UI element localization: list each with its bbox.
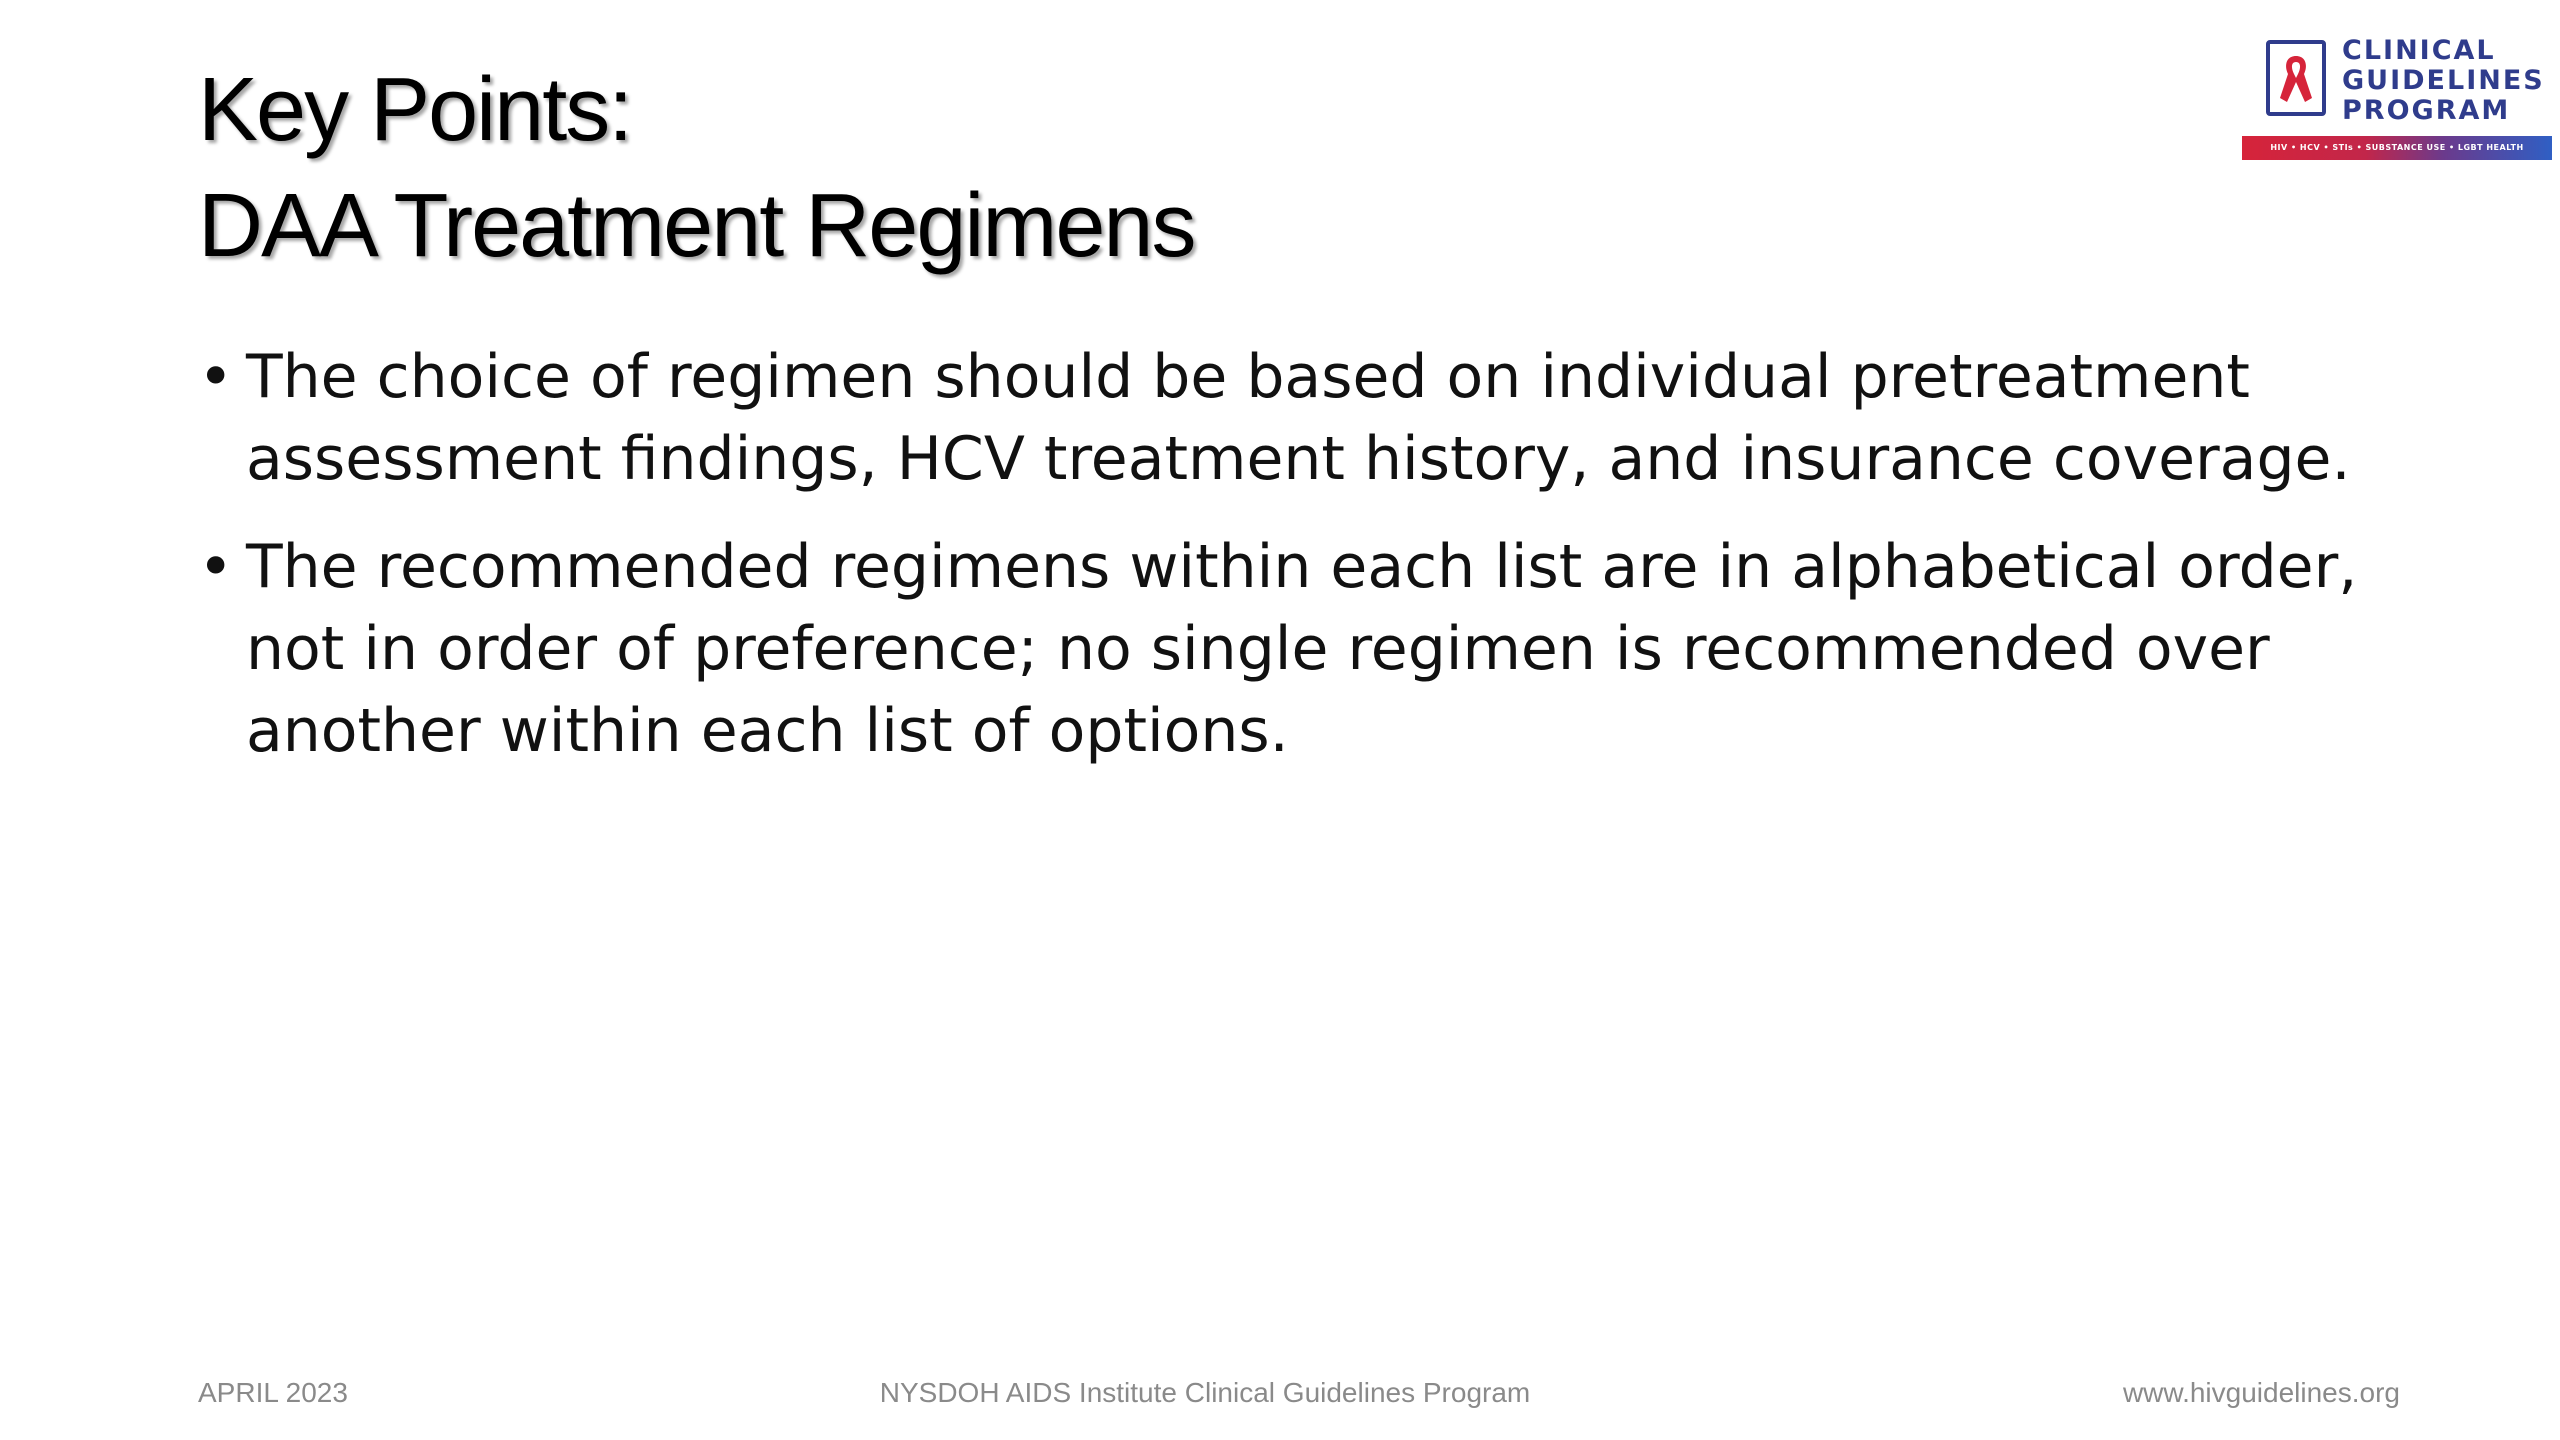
logo-wordmark (2342, 36, 2545, 126)
footer-program: NYSDOH AIDS Institute Clinical Guidelines Program (879, 1377, 1531, 1408)
footer-url[interactable]: www.hivguidelines.org (2122, 1377, 2400, 1408)
clinical-guidelines-logo (2242, 36, 2552, 160)
bullet-text: The choice of regimen should be based on individual pretreatment assessment findings, HCV treatment history, and insurance coverage. (246, 342, 2351, 494)
logo-line-1: CLINICAL (2342, 35, 2496, 66)
awareness-ribbon-icon (2276, 52, 2316, 108)
footer-date: APRIL 2023 (198, 1377, 348, 1408)
bullet-item (196, 526, 2426, 772)
title-line-2: DAA Treatment Regimens (198, 176, 1195, 276)
logo-tagline-bar (2242, 136, 2552, 160)
title-line-1: Key Points: (198, 60, 632, 160)
bullet-text: The recommended regimens within each list are in alphabetical order, not in order of preference; no single regimen is recommended over another within each list of options. (246, 532, 2358, 766)
logo-tagline: HIV • HCV • STIs • SUBSTANCE USE • LGBT HEALTH (2270, 143, 2524, 152)
bullet-list (196, 336, 2426, 798)
ribbon-logo-box (2266, 40, 2326, 116)
logo-line-3: PROGRAM (2342, 95, 2511, 126)
bullet-item (196, 336, 2426, 500)
logo-line-2: GUIDELINES (2342, 65, 2545, 96)
bullet-marker: • (198, 342, 234, 412)
slide-title (198, 52, 1194, 284)
bullet-marker: • (198, 532, 234, 602)
